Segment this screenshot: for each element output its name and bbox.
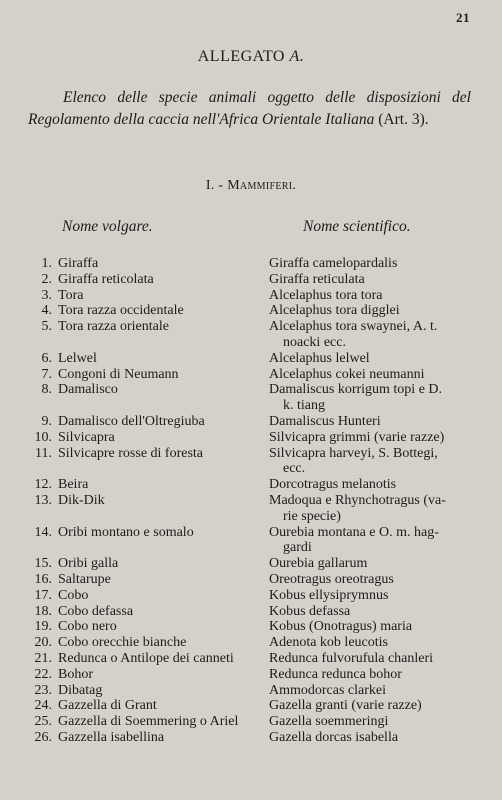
- section-name: Mammiferi.: [227, 178, 297, 193]
- species-common-name: Dibatag: [58, 682, 103, 698]
- scientific-name-line: Kobus ellysiprymnus: [269, 587, 389, 603]
- species-scientific-name: [269, 367, 475, 383]
- species-common-name: Bohor: [58, 666, 93, 682]
- species-number: 10.: [34, 429, 52, 445]
- list-item: [0, 288, 502, 304]
- list-item: [0, 588, 502, 604]
- species-number: 20.: [34, 635, 52, 651]
- species-scientific-name: [269, 604, 475, 620]
- species-number: 19.: [34, 619, 52, 635]
- species-number: 14.: [34, 524, 52, 540]
- species-scientific-name: [269, 446, 475, 478]
- species-common-name: Tora razza occidentale: [58, 303, 184, 319]
- scientific-name-line: Madoqua e Rhynchotragus (va-: [269, 492, 446, 508]
- list-item: [0, 319, 502, 351]
- list-item: [0, 303, 502, 319]
- list-item: [0, 730, 502, 746]
- species-common-name: Lelwel: [58, 350, 97, 366]
- attachment-title: [0, 48, 502, 66]
- species-number: 7.: [41, 366, 52, 382]
- list-item: [0, 525, 502, 557]
- list-item: [0, 493, 502, 525]
- scientific-name-line: Kobus defassa: [269, 603, 351, 619]
- list-item: [0, 714, 502, 730]
- species-common-name: Saltarupe: [58, 571, 111, 587]
- species-scientific-name: [269, 493, 475, 525]
- intro-paragraph: [28, 87, 471, 131]
- scientific-name-continuation: k. tiang: [283, 398, 325, 414]
- scientific-name-line: Damaliscus korrigum topi e D.: [269, 382, 443, 398]
- species-number: 8.: [41, 382, 52, 398]
- species-common-name: Gazzella di Soemmering o Ariel: [58, 714, 239, 730]
- scientific-name-line: Alcelaphus lelwel: [269, 350, 370, 366]
- species-scientific-name: [269, 303, 475, 319]
- species-common-name: Silvicapre rosse di foresta: [58, 445, 204, 461]
- species-number: 17.: [34, 587, 52, 603]
- species-scientific-name: [269, 319, 475, 351]
- scientific-name-line: Alcelaphus cokei neumanni: [269, 366, 425, 382]
- species-scientific-name: [269, 730, 475, 746]
- list-item: [0, 367, 502, 383]
- species-scientific-name: [269, 667, 475, 683]
- species-number: 3.: [41, 287, 52, 303]
- scientific-name-line: Gazella granti (varie razze): [269, 698, 422, 714]
- list-item: [0, 477, 502, 493]
- list-item: [0, 619, 502, 635]
- species-common-name: Dik-Dik: [58, 492, 105, 508]
- species-common-name: Giraffa: [58, 256, 99, 271]
- species-number: 2.: [41, 271, 52, 287]
- species-number: 6.: [41, 350, 52, 366]
- scientific-name-line: Dorcotragus melanotis: [269, 477, 397, 493]
- species-common-name: Giraffa reticolata: [58, 271, 154, 287]
- species-scientific-name: [269, 635, 475, 651]
- species-scientific-name: [269, 256, 475, 272]
- scientific-name-line: Gazella soemmeringi: [269, 714, 389, 730]
- species-common-name: Congoni di Neumann: [58, 366, 179, 382]
- species-common-name: Damalisco: [58, 382, 118, 398]
- species-scientific-name: [269, 683, 475, 699]
- species-number: 16.: [34, 571, 52, 587]
- species-number: 11.: [35, 445, 52, 461]
- species-scientific-name: [269, 288, 475, 304]
- scientific-name-line: Kobus (Onotragus) maria: [269, 619, 413, 635]
- list-item: [0, 272, 502, 288]
- scientific-name-line: Alcelaphus tora swaynei, A. t.: [269, 319, 438, 335]
- scientific-name-line: Oreotragus oreotragus: [269, 571, 394, 587]
- scientific-name-line: Silvicapra harveyi, S. Bottegi,: [269, 445, 438, 461]
- list-item: [0, 604, 502, 620]
- species-number: 4.: [41, 303, 52, 319]
- scientific-name-line: Gazella dorcas isabella: [269, 729, 399, 745]
- list-item: [0, 572, 502, 588]
- scientific-name-line: Ourebia montana e O. m. hag-: [269, 524, 439, 540]
- scientific-name-line: Ammodorcas clarkei: [269, 682, 387, 698]
- scientific-name-line: Alcelaphus tora tora: [269, 287, 383, 303]
- list-item: [0, 667, 502, 683]
- species-scientific-name: [269, 698, 475, 714]
- list-item: [0, 430, 502, 446]
- scientific-name-line: Redunca redunca bohor: [269, 666, 402, 682]
- scientific-name-continuation: ecc.: [283, 461, 306, 477]
- species-scientific-name: [269, 619, 475, 635]
- column-header-common-name: Nome volgare.: [62, 218, 153, 235]
- species-number: 21.: [34, 650, 52, 666]
- species-scientific-name: [269, 272, 475, 288]
- species-common-name: Tora: [58, 287, 84, 303]
- list-item: [0, 446, 502, 478]
- scientific-name-line: Damaliscus Hunteri: [269, 413, 381, 429]
- scientific-name-line: Giraffa reticulata: [269, 271, 365, 287]
- species-scientific-name: [269, 572, 475, 588]
- species-number: 18.: [34, 603, 52, 619]
- species-scientific-name: [269, 525, 475, 557]
- species-common-name: Gazzella isabellina: [58, 729, 165, 745]
- section-number: I. -: [205, 178, 224, 193]
- scientific-name-line: Redunca fulvorufula chanleri: [269, 650, 434, 666]
- species-scientific-name: [269, 556, 475, 572]
- scientific-name-line: Ourebia gallarum: [269, 556, 368, 572]
- list-item: [0, 256, 502, 272]
- species-common-name: Redunca o Antilope dei canneti: [58, 650, 234, 666]
- species-common-name: Oribi montano e somalo: [58, 524, 194, 540]
- species-scientific-name: [269, 351, 475, 367]
- species-common-name: Damalisco dell'Oltregiuba: [58, 413, 205, 429]
- list-item: [0, 698, 502, 714]
- species-number: 15.: [34, 556, 52, 572]
- species-common-name: Cobo: [58, 587, 89, 603]
- species-common-name: Gazzella di Grant: [58, 698, 157, 714]
- species-scientific-name: [269, 382, 475, 414]
- scientific-name-line: Alcelaphus tora digglei: [269, 303, 400, 319]
- species-scientific-name: [269, 477, 475, 493]
- species-common-name: Beira: [58, 477, 89, 493]
- species-common-name: Cobo nero: [58, 619, 117, 635]
- species-number: 12.: [34, 477, 52, 493]
- species-list: [0, 256, 502, 746]
- scientific-name-line: Giraffa camelopardalis: [269, 256, 398, 271]
- intro-article-ref: (Art. 3).: [378, 111, 429, 128]
- column-header-scientific-name: Nome scientifico.: [303, 218, 411, 235]
- list-item: [0, 651, 502, 667]
- scientific-name-line: Adenota kob leucotis: [269, 635, 388, 651]
- species-number: 23.: [34, 682, 52, 698]
- species-number: 26.: [34, 729, 52, 745]
- list-item: [0, 351, 502, 367]
- species-number: 25.: [34, 714, 52, 730]
- attachment-title-main: ALLEGATO: [197, 48, 285, 65]
- species-scientific-name: [269, 714, 475, 730]
- species-scientific-name: [269, 430, 475, 446]
- species-scientific-name: [269, 414, 475, 430]
- species-number: 1.: [41, 256, 52, 271]
- species-common-name: Tora razza orientale: [58, 319, 169, 335]
- list-item: [0, 382, 502, 414]
- scientific-name-line: Silvicapra grimmi (varie razze): [269, 429, 445, 445]
- scientific-name-continuation: gardi: [283, 540, 312, 556]
- section-title: [0, 178, 502, 194]
- intro-text: Elenco delle specie animali oggetto delle disposizioni del Regolamento della caccia nell'Africa Orientale Italiana: [28, 89, 471, 128]
- list-item: [0, 683, 502, 699]
- attachment-title-letter: A.: [289, 48, 305, 65]
- species-common-name: Oribi galla: [58, 556, 119, 572]
- list-item: [0, 556, 502, 572]
- species-scientific-name: [269, 651, 475, 667]
- species-number: 22.: [34, 666, 52, 682]
- species-number: 9.: [41, 413, 52, 429]
- scientific-name-continuation: noacki ecc.: [283, 334, 346, 350]
- species-common-name: Cobo defassa: [58, 603, 134, 619]
- list-item: [0, 635, 502, 651]
- species-common-name: Cobo orecchie bianche: [58, 635, 187, 651]
- species-number: 13.: [34, 492, 52, 508]
- scientific-name-continuation: rie specie): [283, 508, 341, 524]
- species-number: 5.: [41, 319, 52, 335]
- page-number: 21: [456, 10, 470, 25]
- species-common-name: Silvicapra: [58, 429, 115, 445]
- species-scientific-name: [269, 588, 475, 604]
- list-item: [0, 414, 502, 430]
- species-number: 24.: [34, 698, 52, 714]
